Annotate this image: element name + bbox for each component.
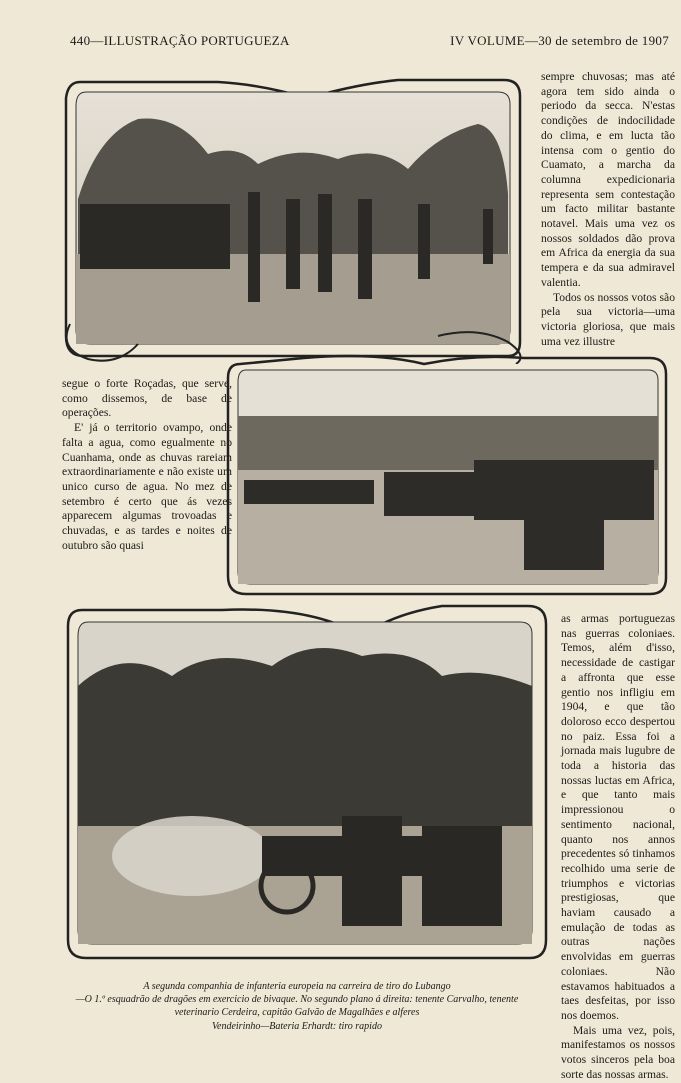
paragraph: segue o forte Roçadas, que serve, como dissemos, de base de operações. (62, 377, 232, 420)
text-column-bottom-right (561, 612, 675, 1083)
figure-caption (62, 980, 532, 1033)
paragraph: Mais uma vez, pois, manifestamos os nossos votos sinceros pela boa sorte das nossas armas. (561, 1023, 675, 1081)
photo-erhardt-battery (62, 596, 554, 966)
paragraph: Todos os nossos votos são pela sua victoria—uma victoria gloriosa, que mais uma vez illustre (541, 290, 675, 348)
photo-infantry-firing-range (58, 74, 528, 364)
photo-dragoons-bivouac (224, 350, 672, 602)
caption-line: A segunda companhia de infanteria europeia na carreira de tiro do Lubango (143, 981, 451, 992)
header-page-number-title: 440—ILLUSTRAÇÃO PORTUGUEZA (70, 33, 290, 48)
paragraph: sempre chuvosas; mas até agora tem sido ainda o periodo da secca. N'estas condições de indocilidade do clima, e em lucta tão intensa com o gentio do Cuamato, a marcha da columna expedicionaria representa sem contestação um facto militar bastante notavel. Mais uma vez os nossos soldados dão prova em Africa da energia da sua tempera e da sua admiravel valentia. (541, 70, 675, 289)
text-column-middle-left (62, 377, 232, 553)
caption-line: Vendeirinho—Bateria Erhardt: tiro rapido (212, 1020, 382, 1032)
header-volume-date: IV VOLUME—30 de setembro de 1907 (450, 33, 669, 48)
caption-line: —O 1.º esquadrão de dragões em exercicio de bivaque. No segundo plano á direita: tenente Carvalho, tenente veterinario Cerdeira, capitão Galvão de Magalhães e alferes (75, 994, 519, 1019)
text-column-top-right (541, 70, 675, 349)
paragraph: E' já o territorio ovampo, onde falta a agua, como egualmente no Cuanhama, onde as chuvas rareiam extraordinariamente e não existe um unico curso de agua. No mez de setembro é certo que ás vezes apparecem algumas trovoadas e chuvadas, e as tardes e noites de outubro são quasi (62, 421, 232, 552)
page-header (70, 33, 669, 53)
paragraph: as armas portuguezas nas guerras coloniaes. Temos, além d'isso, necessidade de castigar a affronta que esse gentio nos infligiu em 1904, e que tão doloroso ecco despertou no paiz. Essa foi a jornada mais lugubre de toda a historia das nossas luctas em Africa, e que tanto mais impressionou o sentimento nacional, quanto nos annos precedentes só tinhamos recolhido uma serie de triumphos e victorias prestigiosas, que haviam causado a emulação de todas as outras nações envolvidas em guerras coloniaes. Não estavamos habituados a taes desfeitas, por isso nos doemos. (561, 612, 675, 1022)
